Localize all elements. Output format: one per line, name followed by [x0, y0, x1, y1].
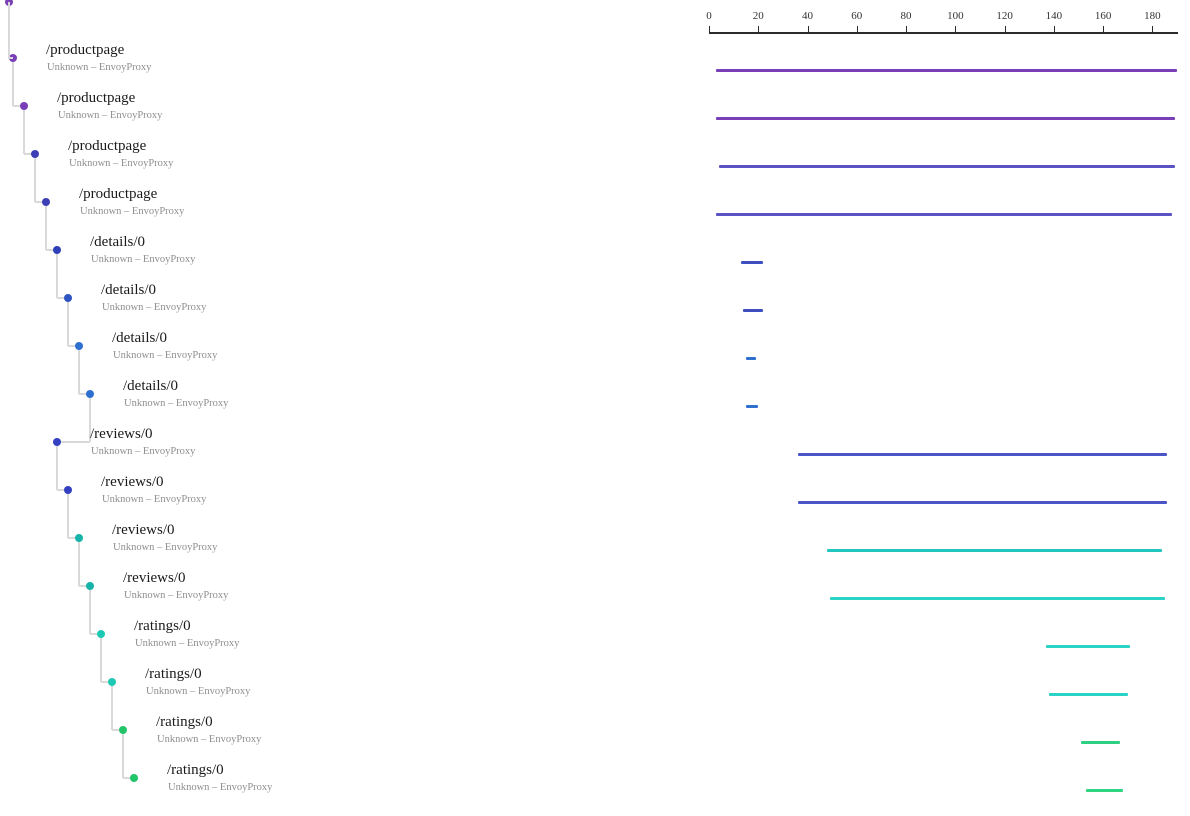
span-service-label: Unknown – EnvoyProxy [80, 206, 185, 217]
span-name-label: /ratings/0 [156, 714, 213, 730]
span-node-dot[interactable] [64, 486, 72, 494]
span-duration-bar[interactable] [741, 261, 763, 264]
span-name-label: /ratings/0 [145, 666, 202, 682]
span-name-label: /reviews/0 [112, 522, 175, 538]
axis-tick-label: 40 [802, 10, 814, 22]
span-node-dot[interactable] [97, 630, 105, 638]
span-duration-bar[interactable] [1081, 741, 1120, 744]
span-name-label: /reviews/0 [123, 570, 186, 586]
span-service-label: Unknown – EnvoyProxy [113, 542, 218, 553]
span-name-label: /productpage [46, 42, 125, 58]
span-service-label: Unknown – EnvoyProxy [69, 158, 174, 169]
span-service-label: Unknown – EnvoyProxy [135, 638, 240, 649]
axis-tick-label: 160 [1094, 10, 1112, 22]
span-name-label: /details/0 [101, 282, 156, 298]
span-name-label: /details/0 [112, 330, 167, 346]
span-node-dot[interactable] [119, 726, 127, 734]
span-node-dot[interactable] [53, 438, 61, 446]
span-row[interactable] [0, 138, 700, 186]
axis-tick [1005, 26, 1006, 33]
span-row[interactable] [0, 714, 700, 762]
span-duration-bar[interactable] [746, 357, 756, 360]
axis-tick [857, 26, 858, 33]
axis-tick-label: 80 [900, 10, 912, 22]
span-duration-bar[interactable] [716, 117, 1174, 120]
span-service-label: Unknown – EnvoyProxy [91, 446, 196, 457]
span-duration-bar[interactable] [798, 501, 1167, 504]
axis-tick [1054, 26, 1055, 33]
span-row[interactable] [0, 378, 700, 426]
span-name-label: /productpage [68, 138, 147, 154]
span-duration-bar[interactable] [1046, 645, 1130, 648]
axis-tick-label: 20 [752, 10, 764, 22]
axis-tick [955, 26, 956, 33]
root-tree-connector [8, 2, 10, 58]
span-duration-bar[interactable] [827, 549, 1162, 552]
span-row[interactable] [0, 90, 700, 138]
axis-tick-label: 0 [706, 10, 712, 22]
span-duration-bar[interactable] [719, 165, 1175, 168]
timeline-pane [700, 0, 1190, 816]
span-row[interactable] [0, 234, 700, 282]
axis-tick [906, 26, 907, 33]
span-row[interactable] [0, 186, 700, 234]
span-name-label: /reviews/0 [90, 426, 153, 442]
axis-tick [1152, 26, 1153, 33]
span-row[interactable] [0, 426, 700, 474]
span-row[interactable] [0, 474, 700, 522]
span-node-dot[interactable] [64, 294, 72, 302]
axis-tick-label: 180 [1144, 10, 1161, 22]
span-row[interactable] [0, 666, 700, 714]
span-service-label: Unknown – EnvoyProxy [124, 590, 229, 601]
time-axis [700, 0, 1190, 40]
axis-tick [808, 26, 809, 33]
span-service-label: Unknown – EnvoyProxy [102, 494, 207, 505]
span-name-label: /ratings/0 [167, 762, 224, 778]
span-node-dot[interactable] [130, 774, 138, 782]
span-service-label: Unknown – EnvoyProxy [47, 62, 152, 73]
axis-line [709, 32, 1178, 34]
span-duration-bar[interactable] [1086, 789, 1123, 792]
span-name-label: /reviews/0 [101, 474, 164, 490]
axis-tick-label: 100 [947, 10, 964, 22]
span-duration-bar[interactable] [746, 405, 758, 408]
span-node-dot[interactable] [75, 534, 83, 542]
span-name-label: /ratings/0 [134, 618, 191, 634]
span-row[interactable] [0, 618, 700, 666]
span-node-dot[interactable] [75, 342, 83, 350]
span-node-dot[interactable] [108, 678, 116, 686]
span-duration-bar[interactable] [743, 309, 763, 312]
span-row[interactable] [0, 570, 700, 618]
axis-tick-label: 140 [1045, 10, 1063, 22]
span-name-label: /productpage [57, 90, 136, 106]
span-duration-bar[interactable] [716, 69, 1177, 72]
span-node-dot[interactable] [31, 150, 39, 158]
span-name-label: /details/0 [123, 378, 178, 394]
span-row[interactable] [0, 42, 700, 90]
root-tree-elbow [8, 57, 13, 59]
axis-tick [1103, 26, 1104, 33]
span-duration-bar[interactable] [716, 213, 1172, 216]
axis-tick [709, 26, 710, 33]
span-duration-bar[interactable] [798, 453, 1167, 456]
span-service-label: Unknown – EnvoyProxy [91, 254, 196, 265]
axis-tick-label: 120 [996, 10, 1013, 22]
span-name-label: /details/0 [90, 234, 145, 250]
span-service-label: Unknown – EnvoyProxy [157, 734, 262, 745]
span-duration-bar[interactable] [1049, 693, 1128, 696]
span-service-label: Unknown – EnvoyProxy [58, 110, 163, 121]
span-node-dot[interactable] [42, 198, 50, 206]
span-row[interactable] [0, 522, 700, 570]
axis-tick [758, 26, 759, 33]
span-row[interactable] [0, 282, 700, 330]
span-row[interactable] [0, 762, 700, 810]
span-name-label: /productpage [79, 186, 158, 202]
span-service-label: Unknown – EnvoyProxy [113, 350, 218, 361]
span-service-label: Unknown – EnvoyProxy [146, 686, 251, 697]
span-node-dot[interactable] [86, 582, 94, 590]
span-node-dot[interactable] [20, 102, 28, 110]
span-node-dot[interactable] [53, 246, 61, 254]
span-duration-bar[interactable] [830, 597, 1165, 600]
span-service-label: Unknown – EnvoyProxy [102, 302, 207, 313]
span-service-label: Unknown – EnvoyProxy [124, 398, 229, 409]
span-node-dot[interactable] [86, 390, 94, 398]
span-service-label: Unknown – EnvoyProxy [168, 782, 273, 793]
axis-tick-label: 60 [851, 10, 863, 22]
span-row[interactable] [0, 330, 700, 378]
